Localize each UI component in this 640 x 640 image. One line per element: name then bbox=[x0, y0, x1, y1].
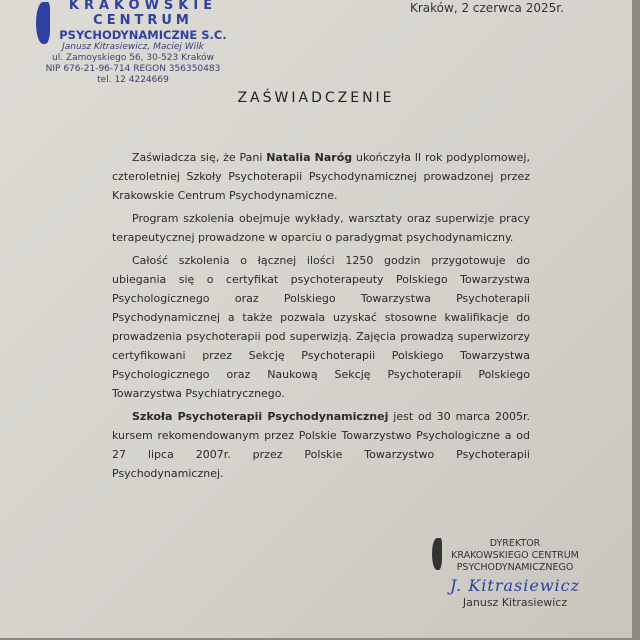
stamp-line1: KRAKOWSKIE bbox=[68, 0, 218, 13]
paragraph-3: Całość szkolenia o łącznej ilości 1250 godzin przygotowuje do ubiegania się o certyfikat psychoterapeuty Polskiego Towarzystwa Psychologicznego oraz Polskiego Towarzystwa Psychoterapii Psychodynamicznej a także pozwala uzyskać stosowne kwalifikacje do prowadzenia psychoterapii pod superwizją. Zajęcia prowadzą superwizorzy certyfikowani przez Sekcję Psychoterapii Polskiego Towarzystwa Psychologicznego oraz Naukową Sekcję Psychoterapii Polskiego Towarzystwa Psychiatrycznego. bbox=[112, 254, 530, 400]
document-body bbox=[112, 148, 530, 487]
signature-org2: PSYCHODYNAMICZNEGO bbox=[456, 562, 574, 573]
p1-text-b: ukończyła II rok podyplomowej, czteroletniej Szkoły Psychoterapii Psychodynamicznej prowadzonej przez Krakowskie Centrum Psychodynamiczne. bbox=[112, 151, 530, 202]
school-name: Szkoła Psychoterapii Psychodynamicznej bbox=[132, 410, 389, 423]
stamp-names: Janusz Kitrasiewicz, Maciej Wilk bbox=[62, 42, 204, 52]
paragraph-4 bbox=[112, 407, 530, 483]
company-stamp bbox=[38, 0, 228, 86]
stamp-address: ul. Zamoyskiego 56, 30-523 Kraków bbox=[51, 53, 214, 63]
date: Kraków, 2 czerwca 2025r. bbox=[410, 1, 564, 15]
head-profile-logo-icon bbox=[36, 2, 50, 44]
recipient-name: Natalia Naróg bbox=[266, 151, 353, 164]
signature-block bbox=[440, 538, 590, 610]
stamp-ids: NIP 676-21-96-714 REGON 356350483 bbox=[45, 64, 221, 74]
stamp-line3: PSYCHODYNAMICZNE S.C. bbox=[59, 28, 227, 42]
signature-org1: KRAKOWSKIEGO CENTRUM bbox=[451, 550, 579, 561]
signature-role: DYREKTOR bbox=[489, 538, 541, 549]
p4-text: jest od 30 marca 2005r. kursem rekomendowanym przez Polskie Towarzystwo Psychologiczne a od 27 lipca 2007r. przez Polskie Towarzystwo Psychoterapii Psychodynamicznej. bbox=[112, 410, 530, 480]
paragraph-1 bbox=[112, 148, 530, 205]
head-profile-logo-icon bbox=[432, 538, 442, 570]
stamp-line2: CENTRUM bbox=[93, 13, 193, 28]
stamp-tel: tel. 12 4224669 bbox=[97, 75, 169, 85]
paragraph-2: Program szkolenia obejmuje wykłady, warsztaty oraz superwizje pracy terapeutycznej prowadzone w oparciu o paradygmat psychodynamiczny. bbox=[112, 212, 530, 244]
handwritten-signature: J. Kitrasiewicz bbox=[449, 576, 581, 595]
p1-text-a: Zaświadcza się, że Pani bbox=[132, 151, 267, 164]
signatory-name: Janusz Kitrasiewicz bbox=[462, 596, 568, 609]
document-title: ZAŚWIADCZENIE bbox=[237, 90, 395, 106]
